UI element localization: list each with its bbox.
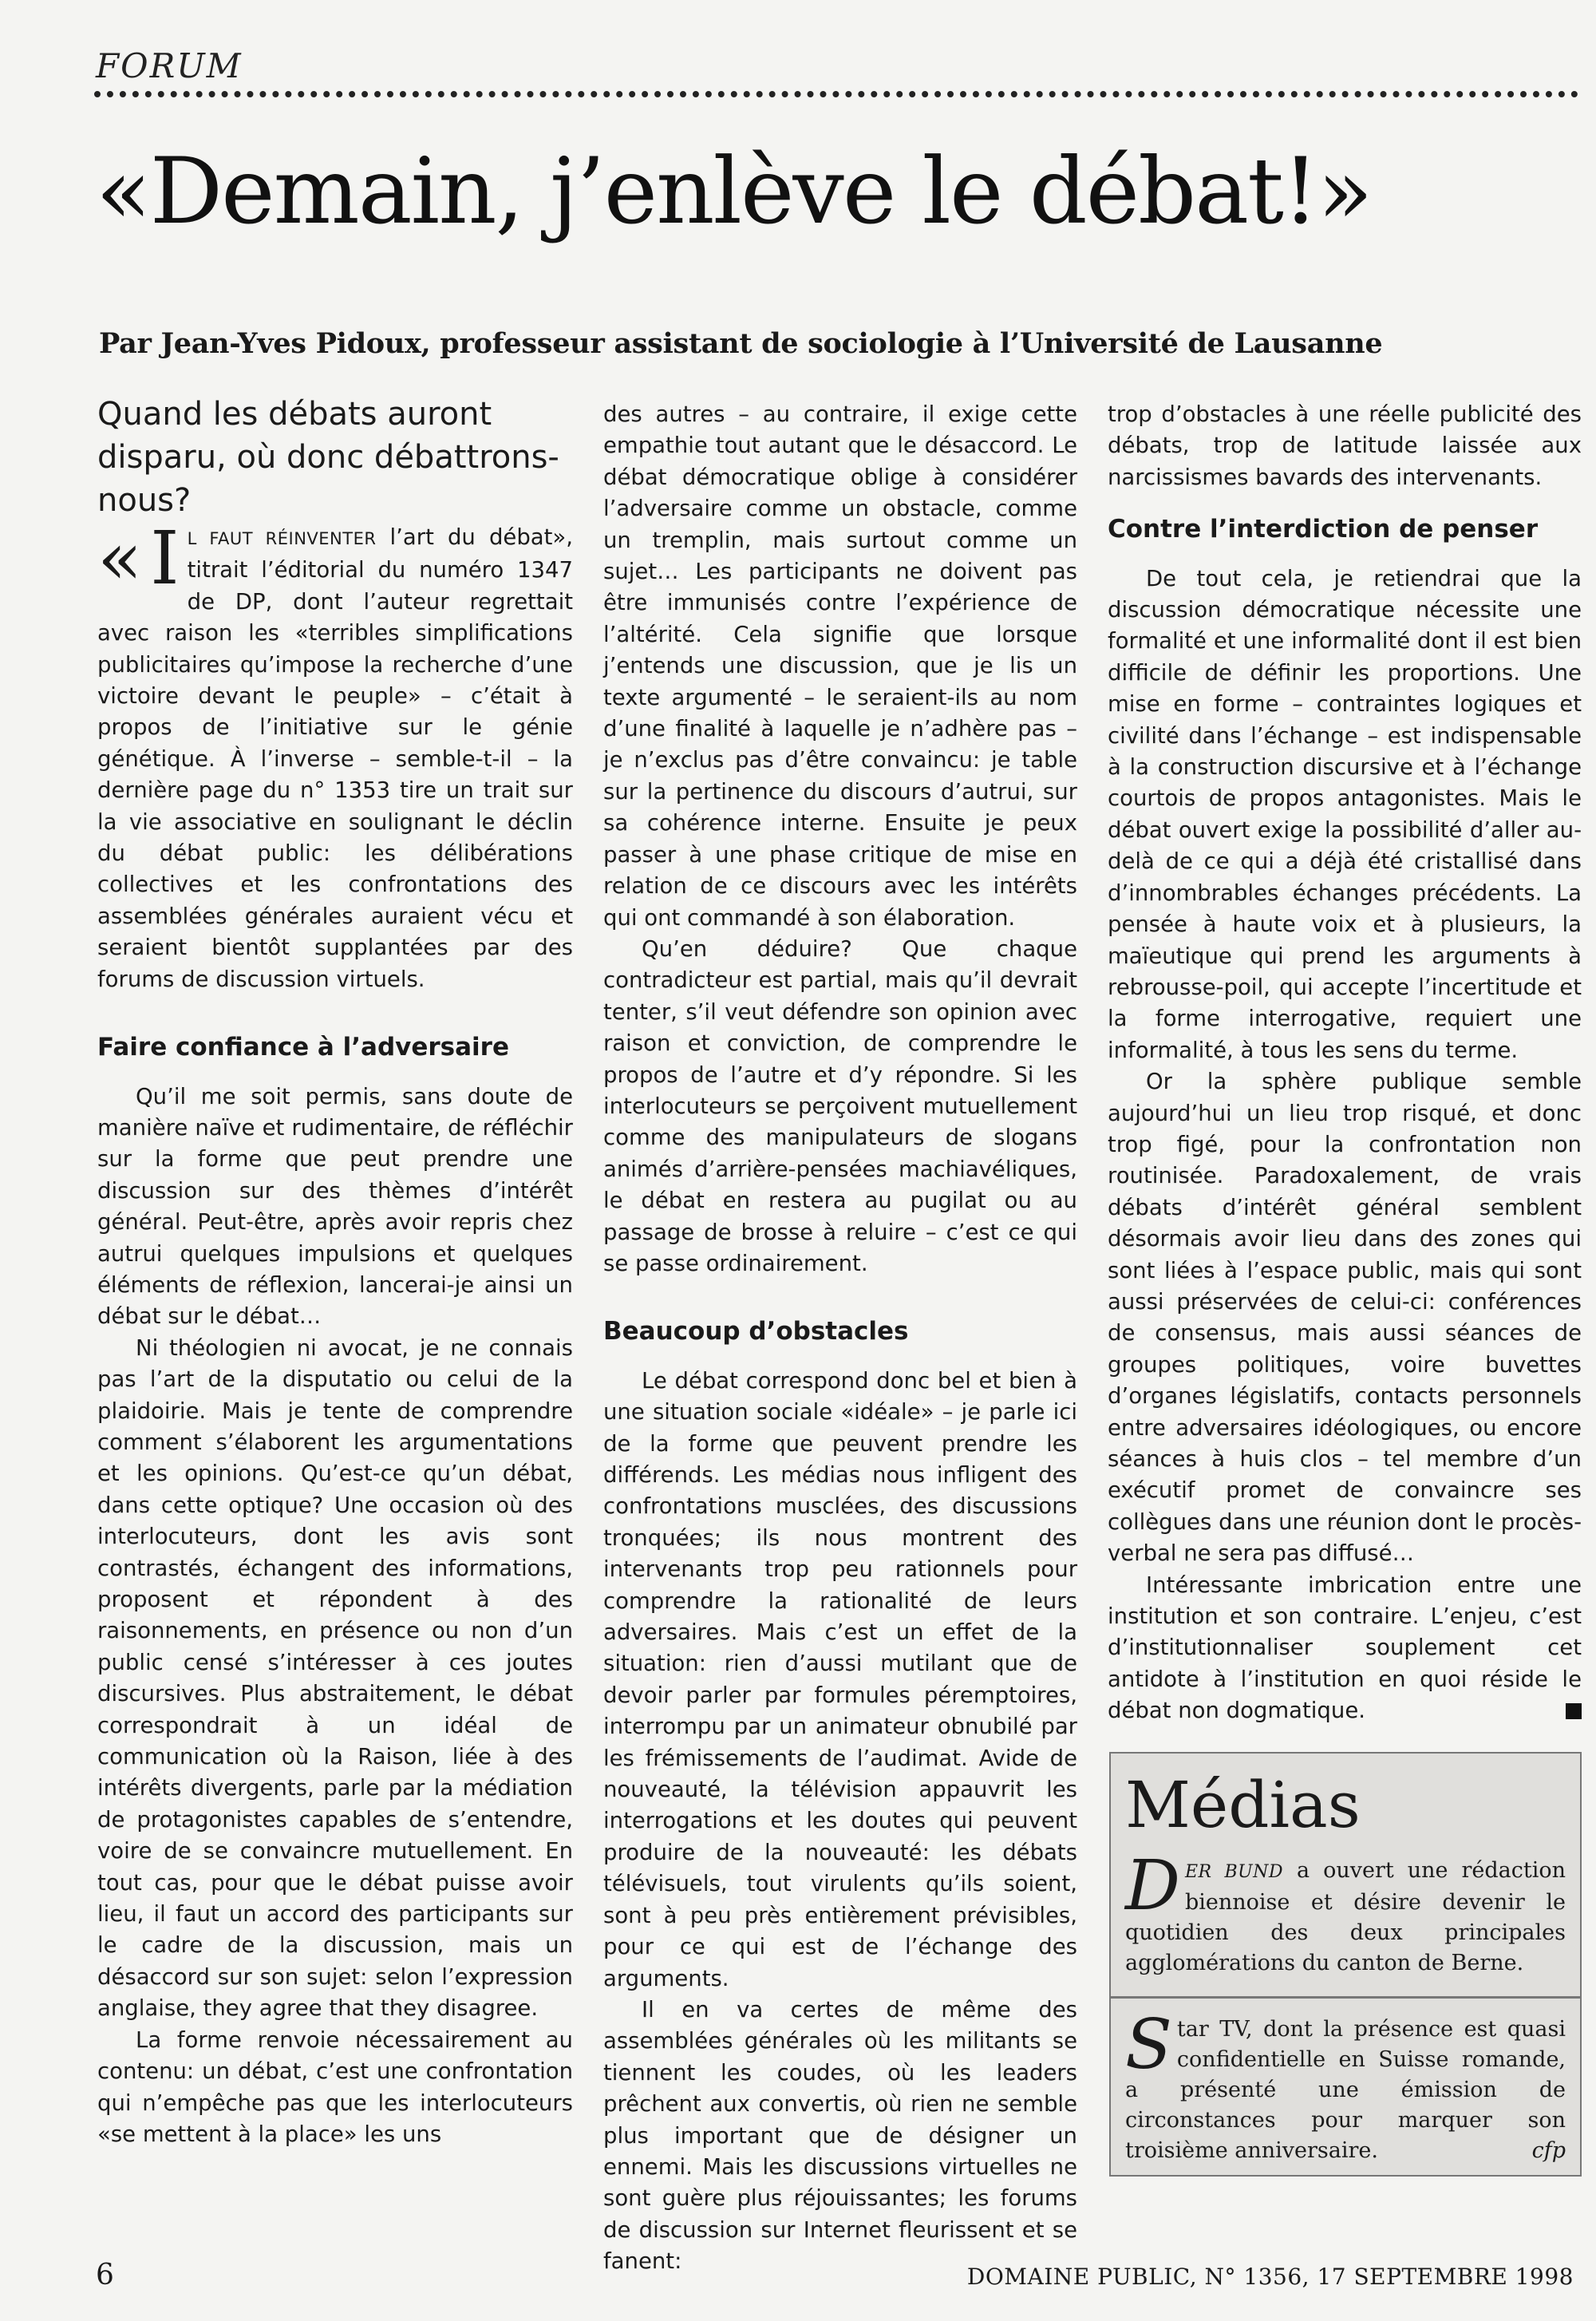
sidebar-smallcaps: ER BUND — [1184, 1862, 1284, 1882]
opening-smallcaps: L FAUT RÉINVENTER — [187, 529, 377, 548]
sidebar-drop-cap: S — [1125, 2005, 1172, 2085]
medias-sidebar — [1109, 1752, 1582, 2177]
body-paragraph: trop d’obstacles à une réelle publicité des débats, trop de latitude laissée aux narcissismes bavards des intervenants. — [1108, 401, 1582, 490]
subheading-interdiction: Contre l’interdiction de penser — [1108, 515, 1539, 544]
column-3 — [1108, 399, 1582, 1727]
opening-paragraph — [97, 516, 573, 995]
sidebar-item-text: a ouvert une rédaction biennoise et désire devenir le quotidien des deux principales agglomérations du canton de Berne. — [1125, 1858, 1566, 1975]
body-paragraph: Le débat correspond donc bel et bien à une situation sociale «idéale» – je parle ici de la forme que peuvent prendre les différends. Les médias nous infligent des confrontations musclées, des discussions tronquées; ils nous montrent des intervenants trop peu rationnels pour comprendre la rationalité de leurs adversaires. Mais c’est un effet de la situation: rien d’aussi mutilant que de devoir parler par formules péremptoires, interrompu par un animateur obnubilé par les frémissements de l’audimat. Avide de nouveauté, la télévision appauvrit les interrogations et les doutes qui peuvent produire de la nouveauté: les débats télévisuels, tout virulents qu’ils soient, sont à peu près entièrement prévisibles, pour ce qui est de l’échange des arguments. — [603, 1367, 1077, 1991]
end-mark-icon — [1566, 1703, 1582, 1719]
sidebar-item-star-tv — [1125, 2005, 1566, 2166]
sidebar-item-text: tar TV, dont la présence est quasi confidentielle en Suisse romande, a présenté une émission de circonstances pour marquer son troisième anniversaire. — [1125, 2017, 1566, 2163]
body-paragraph: Qu’il me soit permis, sans doute de manière naïve et rudimentaire, de réfléchir sur la forme que peut prendre une discussion sur des thèmes d’intérêt général. Peut-être, après avoir repris chez autrui quelques impulsions et quelques éléments de réflexion, lancerai-je ainsi un débat sur le débat… — [97, 1083, 573, 1330]
publication-footer: DOMAINE PUBLIC, N° 1356, 17 SEPTEMBRE 1998 — [966, 2264, 1574, 2290]
opening-text: l’art du débat», titrait l’éditorial du numéro 1347 de DP, dont l’auteur regrettait avec raison les «terribles simplifications publicitaires qu’impose la recherche d’une victoire devant le peuple» – c’était à propos de l’initiative sur le génie génétique. À l’inverse – semble-t-il – la dernière page du n° 1353 tire un trait sur la vie associative en soulignant le déclin du débat public: les délibérations collectives et les confrontations des assemblées générales auraient vécu et seraient bientôt supplantées par des forums de discussion virtuels. — [97, 524, 573, 992]
column-2 — [603, 399, 1077, 2278]
body-paragraph: Il en va certes de même des assemblées générales où les militants se tiennent les coudes, où les leaders prêchent aux convertis, où rien ne semble plus important que de désigner un ennemi. Mais les discussions virtuelles ne sont guère plus réjouissantes; les forums de discussion sur Internet fleurissent et se fanent: — [603, 1996, 1077, 2275]
body-paragraph: Ni théologien ni avocat, je ne connais pas l’art de la disputatio ou celui de la plaidoirie. Mais je tente de comprendre comment s’élaborent les argumentations et les opinions. Qu’est-ce qu’un débat, dans cette optique? Une occasion où des interlocuteurs, dont les avis sont contrastés, échangent des informations, proposent et répondent à des raisonnements, en présence ou non d’un public censé s’intéresser à ces joutes discursives. Plus abstraitement, le débat correspondrait à un idéal de communication où la Raison, liée à des intérêts divergents, parle par la médiation de protagonistes capables de s’entendre, voire de se convaincre mutuellement. En tout cas, pour que le débat puisse avoir lieu, il faut un accord des participants sur le cadre de la discussion, mais un désaccord sur son sujet: selon l’expression anglaise, they agree that they disagree. — [97, 1334, 573, 2022]
sidebar-item-der-bund — [1125, 1846, 1566, 1979]
body-paragraph: De tout cela, je retiendrai que la discussion démocratique nécessite une formalité et une informalité dont il est bien difficile de définir les proportions. Une mise en forme – contraintes logiques et civilité dans l’échange – est indispensable à la construction discursive et à l’échange courtois de propos antagonistes. Mais le débat ouvert exige la possibilité d’aller au-delà de ce qui a déjà été cristallisé dans d’innombrables échanges précédents. La pensée à haute voix et à plusieurs, la maïeutique qui prend les arguments à rebrousse-poil, qui accepte l’incertitude et la forme interrogative, requiert une informalité, à tous les sens du terme. — [1108, 565, 1582, 1063]
sidebar-content — [1125, 1769, 1566, 2184]
column-1 — [97, 393, 573, 2150]
article-headline: «Demain, j’enlève le débat!» — [96, 138, 1372, 244]
dotted-rule — [94, 91, 1578, 97]
opening-quote-mark: « — [97, 516, 143, 601]
subheading-obstacles: Beaucoup d’obstacles — [603, 1317, 909, 1346]
closing-text: Intéressante imbrication entre une institution et son contraire. L’enjeu, c’est d’institutionnaliser souplement cet antidote à l’institution en quoi réside le débat non dogmatique. — [1108, 1572, 1582, 1724]
body-paragraph — [1108, 1570, 1582, 1727]
sidebar-drop-cap: D — [1125, 1846, 1180, 1926]
section-rubric: FORUM — [96, 46, 243, 85]
subheading-faire-confiance: Faire confiance à l’adversaire — [97, 1033, 509, 1062]
sidebar-divider — [1111, 1996, 1580, 1999]
article-byline: Par Jean-Yves Pidoux, professeur assistant de sociologie à l’Université de Lausanne — [99, 327, 1383, 360]
body-paragraph: Qu’en déduire? Que chaque contradicteur est partial, mais qu’il devrait tenter, s’il veut défendre son opinion avec raison et conviction, de comprendre le propos de l’autre et d’y répondre. Si les interlocuteurs se perçoivent mutuellement comme des manipulateurs de slogans animés d’arrière-pensées machiavéliques, le débat en restera au pugilat ou au passage de brosse à reluire – c’est ce qui se passe ordinairement. — [603, 935, 1077, 1276]
lede: Quand les débats auront disparu, où donc débattrons-nous? — [97, 396, 559, 519]
drop-cap: I — [150, 516, 180, 601]
sidebar-credit: cfp — [1531, 2138, 1566, 2163]
body-paragraph: La forme renvoie nécessairement au contenu: un débat, c’est une confrontation qui n’empêche pas que les interlocuteurs «se mettent à la place» les uns — [97, 2026, 573, 2147]
sidebar-title: Médias — [1125, 1768, 1361, 1842]
body-paragraph: Or la sphère publique semble aujourd’hui un lieu trop risqué, et donc trop figé, pour la confrontation non routinisée. Paradoxalement, de vrais débats d’intérêt général semblent désormais avoir lieu dans des zones qui sont liées à l’espace public, mais qui sont aussi préservées de celui-ci: conférences de consensus, mais aussi séances de groupes politiques, voire buvettes d’organes législatifs, contacts personnels entre adversaires idéologiques, ou encore séances à huis clos – tel membre d’un exécutif promet de convaincre ses collègues dans une réunion dont le procès-verbal ne sera pas diffusé… — [1108, 1069, 1582, 1567]
page-number: 6 — [96, 2259, 114, 2291]
body-paragraph: des autres – au contraire, il exige cette empathie tout autant que le désaccord. Le débat démocratique oblige à considérer l’adversaire comme un obstacle, comme un tremplin, mais surtout comme un sujet… Les participants ne doivent pas être immunisés contre l’expérience de l’altérité. Cela signifie que lorsque j’entends une discussion, que je lis un texte argumenté – le seraient-ils au nom d’une finalité à laquelle je n’adhère pas – je n’exclus pas d’être convaincu: je table sur la pertinence du discours d’autrui, sur sa cohérence interne. Ensuite je peux passer à une phase critique de mise en relation de ce discours avec les intérêts qui ont commandé à son élaboration. — [603, 401, 1077, 931]
